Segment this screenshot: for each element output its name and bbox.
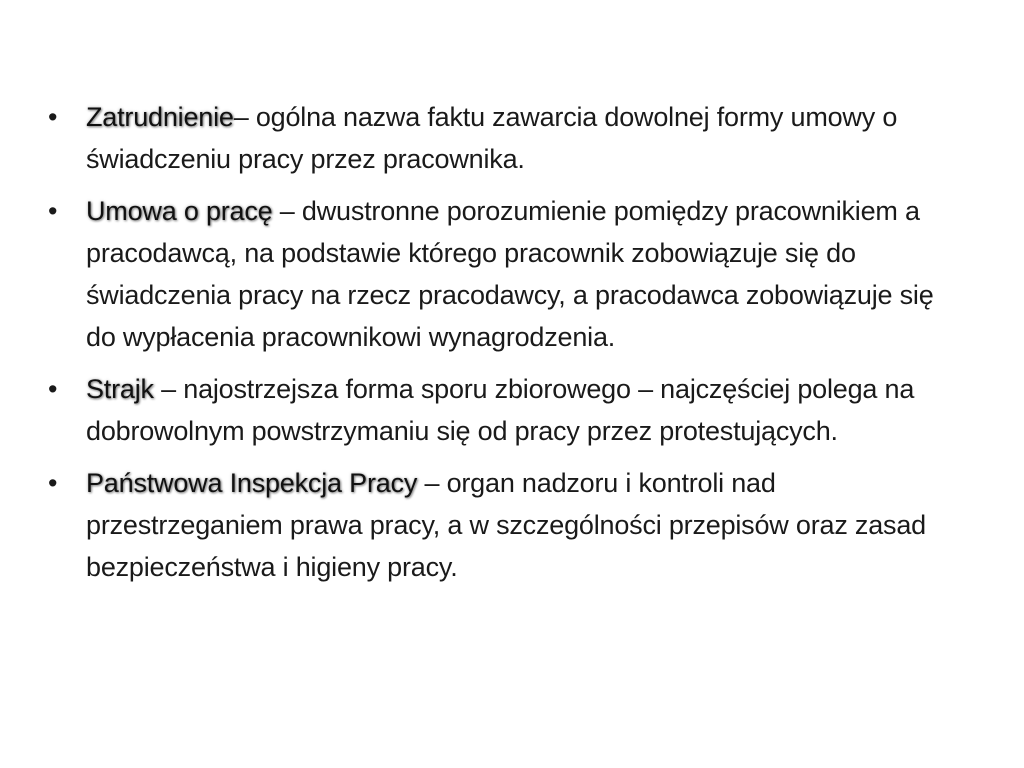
bullet-icon: • xyxy=(48,102,58,132)
definition-text: – najostrzejsza forma sporu zbiorowego – najczęściej polega na dobrowolnym powstrzymaniu się od pracy przez protestujących. xyxy=(86,374,915,446)
definition-text: – dwustronne porozumienie pomiędzy pracownikiem a pracodawcą, na podstawie którego pracownik zobowiązuje się do świadczenia pracy na rzecz pracodawcy, a pracodawca zobowiązuje się do wypłacenia pracownikowi wynagrodzenia. xyxy=(86,196,934,352)
term-label: Zatrudnienie xyxy=(86,102,234,132)
definition-text: – organ nadzoru i kontroli nad przestrzeganiem prawa pracy, a w szczególności przepisów oraz zasad bezpieczeństwa i higieny pracy. xyxy=(86,468,926,582)
list-item-panstwowa-inspekcja-pracy xyxy=(48,462,968,588)
list-item-zatrudnienie xyxy=(48,96,968,180)
bullet-icon: • xyxy=(48,468,58,498)
term-label: Państwowa Inspekcja Pracy xyxy=(86,468,418,498)
bullet-list xyxy=(48,96,968,598)
term-label: Umowa o pracę xyxy=(86,196,273,226)
bullet-icon: • xyxy=(48,196,58,226)
term-label: Strajk xyxy=(86,374,154,404)
definition-text: – ogólna nazwa faktu zawarcia dowolnej formy umowy o świadczeniu pracy przez pracownika. xyxy=(86,102,898,174)
list-item-umowa-o-prace xyxy=(48,190,968,358)
list-item-strajk xyxy=(48,368,968,452)
bullet-icon: • xyxy=(48,374,58,404)
